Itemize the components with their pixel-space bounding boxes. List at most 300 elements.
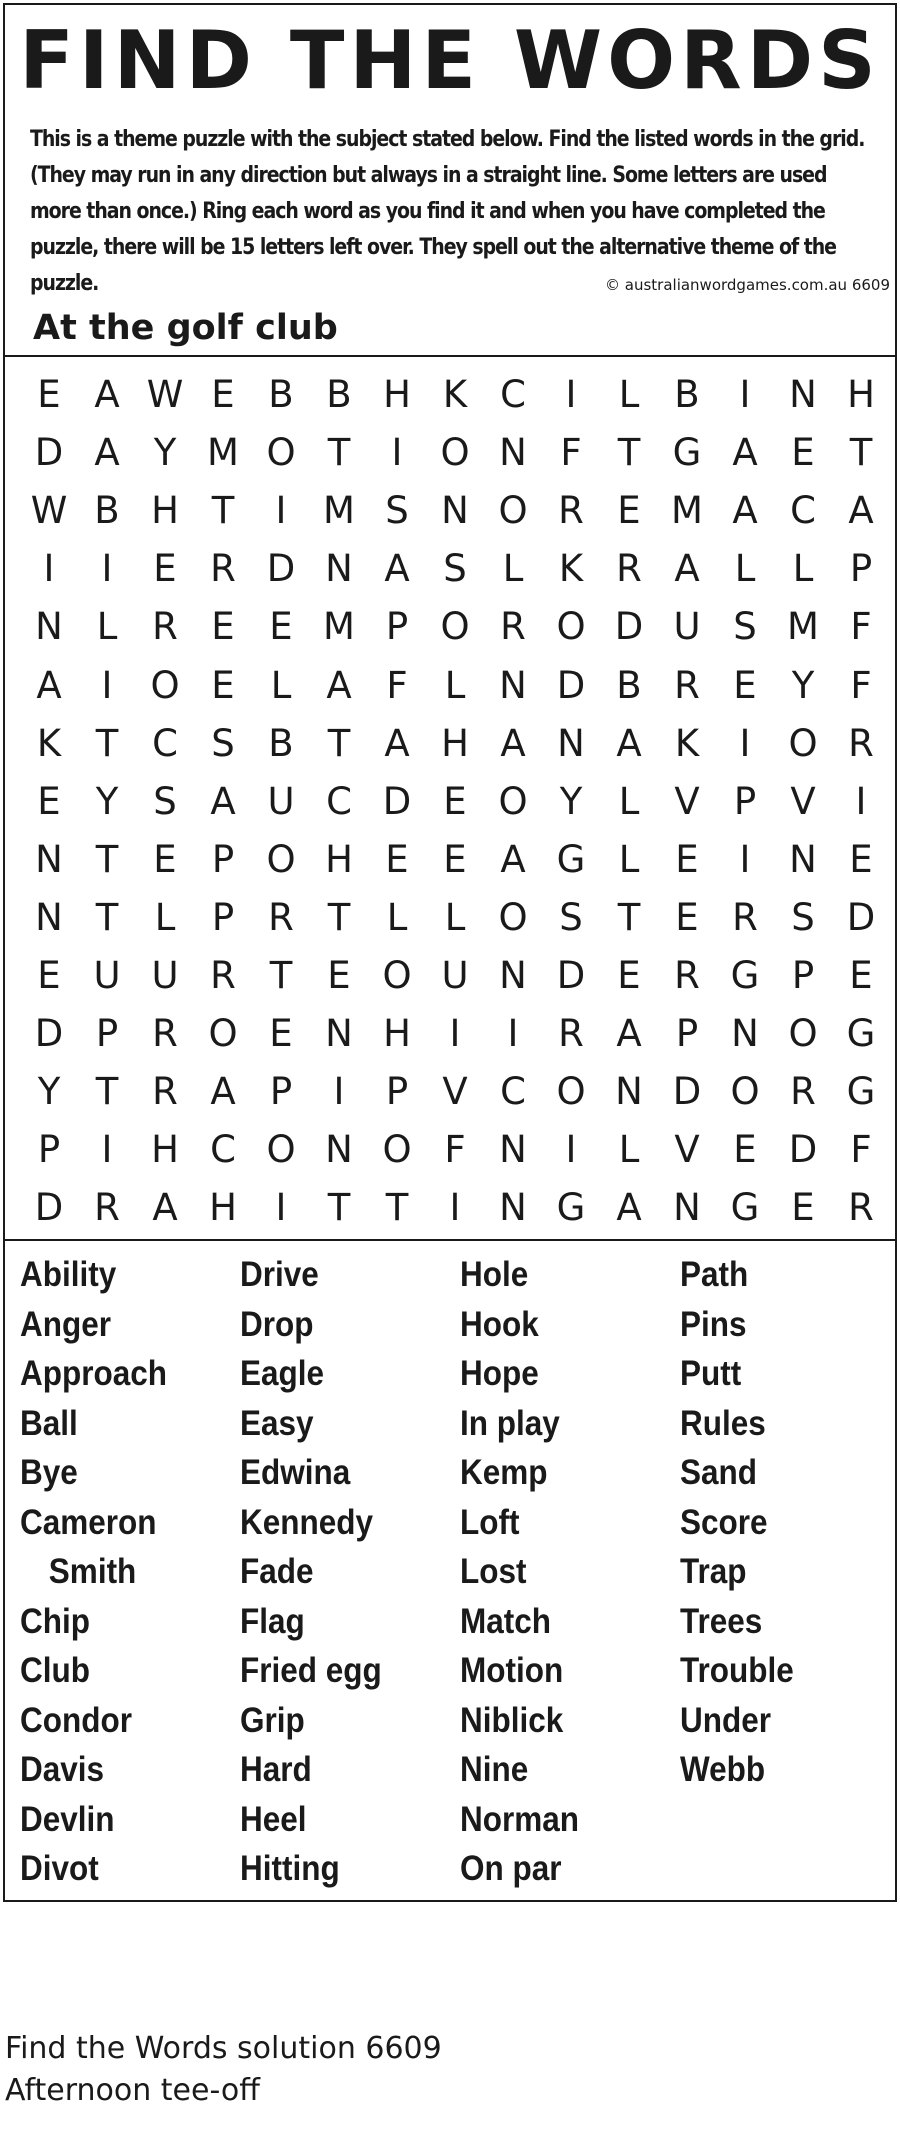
grid-letter[interactable]: L <box>502 547 524 591</box>
grid-letter[interactable]: T <box>95 1070 119 1114</box>
grid-letter[interactable]: G <box>556 837 586 881</box>
grid-letter[interactable]: F <box>850 663 872 707</box>
word-list-item: Condor <box>20 1700 132 1740</box>
grid-letter[interactable]: F <box>850 605 872 649</box>
grid-letter[interactable]: L <box>792 547 814 591</box>
grid-letter[interactable]: P <box>385 605 409 649</box>
grid-letter[interactable]: H <box>209 1186 237 1230</box>
grid-letter[interactable]: C <box>790 489 816 533</box>
grid-letter[interactable]: Y <box>37 1070 61 1114</box>
grid-letter[interactable]: R <box>152 605 178 649</box>
grid-letter[interactable]: N <box>499 431 527 475</box>
word-list-item: Ball <box>20 1403 78 1443</box>
word-list-item: Norman <box>460 1799 580 1839</box>
grid-letter[interactable]: D <box>34 1186 64 1230</box>
word-list-item: Hook <box>460 1304 539 1344</box>
word-list-item: Loft <box>460 1502 520 1542</box>
grid-letter[interactable]: O <box>440 605 470 649</box>
word-list-item: Edwina <box>240 1453 351 1492</box>
grid-letter[interactable]: A <box>36 663 62 707</box>
grid-letter[interactable]: R <box>848 1186 874 1230</box>
solution-label: Find the Words solution 6609 <box>5 2031 442 2066</box>
grid-letter[interactable]: E <box>791 1186 815 1230</box>
grid-letter[interactable]: E <box>675 837 699 881</box>
grid-letter[interactable]: I <box>275 489 287 533</box>
word-list-item: Cameron <box>20 1502 157 1542</box>
grid-letter[interactable]: I <box>333 1070 345 1114</box>
grid-letter[interactable]: Y <box>559 779 583 823</box>
grid-letter[interactable]: E <box>385 837 409 881</box>
grid-top-divider <box>3 355 897 357</box>
word-list-item: Drop <box>240 1304 314 1344</box>
grid-row <box>20 773 890 831</box>
grid-row <box>20 366 890 424</box>
solution-section <box>5 2028 442 2112</box>
word-column <box>240 1250 460 1894</box>
grid-letter[interactable]: A <box>848 489 874 533</box>
word-list-item: Davis <box>20 1750 105 1789</box>
grid-letter[interactable]: E <box>211 605 235 649</box>
grid-letter[interactable]: D <box>34 1012 64 1056</box>
grid-letter[interactable]: H <box>441 721 469 765</box>
puzzle-title: FIND THE WORDS <box>19 14 881 107</box>
grid-letter[interactable]: E <box>269 1012 293 1056</box>
grid-letter[interactable]: O <box>498 779 528 823</box>
grid-letter[interactable]: P <box>37 1128 61 1172</box>
grid-letter[interactable]: G <box>672 431 702 475</box>
grid-letter[interactable]: G <box>730 953 760 997</box>
grid-letter[interactable]: L <box>444 895 466 939</box>
grid-letter[interactable]: T <box>211 489 235 533</box>
grid-row <box>20 1063 890 1121</box>
grid-letter[interactable]: H <box>151 489 179 533</box>
grid-letter[interactable]: N <box>325 1012 353 1056</box>
grid-letter[interactable]: O <box>382 953 412 997</box>
grid-letter[interactable]: I <box>739 837 751 881</box>
grid-letter[interactable]: N <box>731 1012 759 1056</box>
grid-letter[interactable]: R <box>94 1186 120 1230</box>
word-list-item: Drive <box>240 1255 319 1294</box>
grid-letter[interactable]: M <box>207 431 239 475</box>
grid-letter[interactable]: N <box>325 547 353 591</box>
grid-letter[interactable]: P <box>95 1012 119 1056</box>
grid-letter[interactable]: L <box>96 605 118 649</box>
grid-letter[interactable]: N <box>35 895 63 939</box>
word-list-item: Trees <box>680 1601 763 1641</box>
grid-letter[interactable]: I <box>391 431 403 475</box>
grid-letter[interactable]: E <box>269 605 293 649</box>
grid-letter[interactable]: R <box>674 953 700 997</box>
grid-letter[interactable]: R <box>790 1070 816 1114</box>
grid-letter[interactable]: D <box>382 779 412 823</box>
puzzle-theme: At the golf club <box>33 308 338 348</box>
grid-letter[interactable]: E <box>617 489 641 533</box>
word-list-item: Chip <box>20 1601 90 1641</box>
grid-letter[interactable]: E <box>211 373 235 417</box>
grid-letter[interactable]: G <box>556 1186 586 1230</box>
word-list-item: Smith <box>48 1552 137 1591</box>
grid-letter[interactable]: I <box>739 721 751 765</box>
grid-letter[interactable]: B <box>268 373 294 417</box>
grid-letter[interactable]: E <box>849 953 873 997</box>
grid-letter[interactable]: S <box>443 547 467 591</box>
grid-letter[interactable]: I <box>449 1012 461 1056</box>
grid-bottom-divider <box>3 1239 897 1241</box>
grid-letter[interactable]: S <box>791 895 815 939</box>
grid-letter[interactable]: O <box>498 895 528 939</box>
grid-row <box>20 1179 890 1237</box>
grid-letter[interactable]: P <box>385 1070 409 1114</box>
grid-letter[interactable]: H <box>151 1128 179 1172</box>
grid-letter[interactable]: E <box>327 953 351 997</box>
word-column <box>680 1250 890 1894</box>
grid-letter[interactable]: E <box>37 953 61 997</box>
word-list-item: Trouble <box>680 1651 794 1690</box>
grid-letter[interactable]: P <box>849 547 873 591</box>
solution-answer: Afternoon tee-off <box>5 2073 260 2108</box>
word-list-item: Hole <box>460 1255 529 1294</box>
grid-letter[interactable]: E <box>37 779 61 823</box>
word-list-item: Path <box>680 1255 749 1294</box>
grid-letter[interactable]: W <box>146 373 184 417</box>
grid-letter[interactable]: N <box>499 1186 527 1230</box>
grid-letter[interactable]: A <box>500 837 526 881</box>
grid-letter[interactable]: I <box>101 663 113 707</box>
grid-letter[interactable]: L <box>618 837 640 881</box>
grid-row <box>20 1121 890 1179</box>
grid-letter[interactable]: D <box>34 431 64 475</box>
word-list-item: Niblick <box>460 1700 564 1740</box>
grid-letter[interactable]: S <box>559 895 583 939</box>
grid-letter[interactable]: O <box>788 1012 818 1056</box>
grid-letter[interactable]: N <box>499 663 527 707</box>
grid-letter[interactable]: U <box>151 953 179 997</box>
grid-letter[interactable]: N <box>557 721 585 765</box>
grid-letter[interactable]: T <box>617 431 641 475</box>
grid-letter[interactable]: O <box>266 837 296 881</box>
grid-letter[interactable]: A <box>732 431 758 475</box>
grid-letter[interactable]: L <box>444 663 466 707</box>
word-list-item: Flag <box>240 1601 305 1641</box>
grid-letter[interactable]: R <box>210 547 236 591</box>
grid-letter[interactable]: I <box>43 547 55 591</box>
grid-letter[interactable]: R <box>152 1070 178 1114</box>
word-list-item: Anger <box>20 1304 112 1344</box>
grid-letter[interactable]: H <box>383 373 411 417</box>
puzzle-instructions: This is a theme puzzle with the subject stated below. Find the listed words in the grid. (They may run in any direction but always in a straight line. Some letters are used more than once.) Ring each word as you find it and when you have completed the puzzle, there will be 15 letters left over. They spell out the alternative theme of the puzzle. <box>30 127 865 296</box>
grid-letter[interactable]: A <box>732 489 758 533</box>
grid-letter[interactable]: N <box>499 953 527 997</box>
word-list-item: Hope <box>460 1354 539 1393</box>
grid-letter[interactable]: O <box>440 431 470 475</box>
grid-letter[interactable]: H <box>325 837 353 881</box>
grid-letter[interactable]: N <box>499 1128 527 1172</box>
grid-letter[interactable]: R <box>674 663 700 707</box>
grid-letter[interactable]: E <box>153 547 177 591</box>
grid-letter[interactable]: R <box>732 895 758 939</box>
grid-letter[interactable]: T <box>385 1186 409 1230</box>
grid-letter[interactable]: O <box>150 663 180 707</box>
grid-letter[interactable]: P <box>211 837 235 881</box>
grid-letter[interactable]: D <box>846 895 876 939</box>
grid-row <box>20 831 890 889</box>
grid-letter[interactable]: T <box>327 431 351 475</box>
grid-letter[interactable]: N <box>35 837 63 881</box>
grid-letter[interactable]: O <box>208 1012 238 1056</box>
grid-letter[interactable]: T <box>269 953 293 997</box>
grid-letter[interactable]: A <box>152 1186 178 1230</box>
word-list-item: Trap <box>680 1552 747 1591</box>
grid-letter[interactable]: U <box>93 953 121 997</box>
grid-letter[interactable]: O <box>266 1128 296 1172</box>
grid-letter[interactable]: Y <box>153 431 177 475</box>
grid-row <box>20 656 890 714</box>
grid-letter[interactable]: T <box>849 431 873 475</box>
grid-letter[interactable]: I <box>449 1186 461 1230</box>
grid-letter[interactable]: B <box>674 373 700 417</box>
grid-letter[interactable]: K <box>442 373 468 417</box>
grid-letter[interactable]: O <box>556 1070 586 1114</box>
grid-letter[interactable]: L <box>618 1128 640 1172</box>
grid-letter[interactable]: N <box>673 1186 701 1230</box>
grid-letter[interactable]: E <box>733 1128 757 1172</box>
grid-letter[interactable]: N <box>615 1070 643 1114</box>
grid-letter[interactable]: T <box>95 895 119 939</box>
word-list-item: Kemp <box>460 1453 548 1492</box>
grid-letter[interactable]: N <box>789 373 817 417</box>
grid-letter[interactable]: B <box>94 489 120 533</box>
grid-letter[interactable]: O <box>382 1128 412 1172</box>
grid-letter[interactable]: F <box>560 431 582 475</box>
word-list-item: Score <box>680 1502 768 1542</box>
grid-letter[interactable]: R <box>152 1012 178 1056</box>
grid-letter[interactable]: S <box>733 605 757 649</box>
word-list-item: Sand <box>680 1453 758 1492</box>
grid-letter[interactable]: D <box>556 663 586 707</box>
grid-letter[interactable]: B <box>326 373 352 417</box>
grid-row <box>20 424 890 482</box>
grid-letter[interactable]: L <box>618 779 640 823</box>
word-list-item: Motion <box>460 1651 564 1690</box>
grid-letter[interactable]: B <box>268 721 294 765</box>
grid-letter[interactable]: M <box>787 605 819 649</box>
grid-letter[interactable]: A <box>210 779 236 823</box>
word-list-item: In play <box>460 1403 560 1443</box>
grid-letter[interactable]: T <box>617 895 641 939</box>
grid-letter[interactable]: R <box>848 721 874 765</box>
grid-letter[interactable]: C <box>500 1070 526 1114</box>
word-list-item: Rules <box>680 1403 766 1443</box>
grid-letter[interactable]: A <box>326 663 352 707</box>
word-list-item: Eagle <box>240 1354 325 1393</box>
grid-letter[interactable]: K <box>558 547 584 591</box>
grid-letter[interactable]: A <box>616 721 642 765</box>
word-list-item: Fried egg <box>240 1651 382 1690</box>
word-list-item: Webb <box>680 1750 766 1789</box>
grid-letter[interactable]: U <box>267 779 295 823</box>
grid-letter[interactable]: I <box>275 1186 287 1230</box>
grid-letter[interactable]: H <box>383 1012 411 1056</box>
word-column <box>20 1250 240 1894</box>
grid-letter[interactable]: V <box>790 779 816 823</box>
grid-letter[interactable]: A <box>210 1070 236 1114</box>
word-list-item: Pins <box>680 1304 747 1344</box>
grid-letter[interactable]: M <box>671 489 703 533</box>
grid-letter[interactable]: I <box>101 1128 113 1172</box>
grid-letter[interactable]: V <box>674 779 700 823</box>
grid-letter[interactable]: C <box>152 721 178 765</box>
word-list-item: Grip <box>240 1700 305 1740</box>
grid-letter[interactable]: P <box>269 1070 293 1114</box>
grid-letter[interactable]: I <box>739 373 751 417</box>
grid-row <box>20 482 890 540</box>
grid-letter[interactable]: O <box>266 431 296 475</box>
grid-letter[interactable]: V <box>442 1070 468 1114</box>
grid-letter[interactable]: T <box>327 1186 351 1230</box>
word-list-item: Putt <box>680 1354 742 1393</box>
grid-row <box>20 715 890 773</box>
grid-letter[interactable]: E <box>211 663 235 707</box>
grid-letter[interactable]: R <box>210 953 236 997</box>
word-list-item: Under <box>680 1700 772 1740</box>
grid-letter[interactable]: L <box>270 663 292 707</box>
grid-letter[interactable]: E <box>849 837 873 881</box>
grid-letter[interactable]: O <box>498 489 528 533</box>
grid-letter[interactable]: I <box>101 547 113 591</box>
grid-letter[interactable]: I <box>507 1012 519 1056</box>
grid-letter[interactable]: N <box>789 837 817 881</box>
grid-letter[interactable]: D <box>788 1128 818 1172</box>
word-column <box>460 1250 680 1894</box>
grid-letter[interactable]: R <box>268 895 294 939</box>
word-list-item: Fade <box>240 1552 314 1591</box>
grid-letter[interactable]: E <box>153 837 177 881</box>
grid-letter[interactable]: T <box>95 721 119 765</box>
grid-letter[interactable]: L <box>386 895 408 939</box>
grid-letter[interactable]: I <box>855 779 867 823</box>
grid-letter[interactable]: O <box>730 1070 760 1114</box>
grid-letter[interactable]: A <box>384 547 410 591</box>
grid-letter[interactable]: S <box>211 721 235 765</box>
grid-letter[interactable]: P <box>733 779 757 823</box>
grid-letter[interactable]: T <box>95 837 119 881</box>
grid-row <box>20 540 890 598</box>
grid-letter[interactable]: A <box>94 373 120 417</box>
grid-letter[interactable]: A <box>384 721 410 765</box>
grid-letter[interactable]: G <box>730 1186 760 1230</box>
word-list-item: Bye <box>20 1453 78 1492</box>
grid-letter[interactable]: F <box>386 663 408 707</box>
grid-letter[interactable]: O <box>788 721 818 765</box>
grid-letter[interactable]: L <box>734 547 756 591</box>
grid-letter[interactable]: M <box>323 605 355 649</box>
puzzle-credit: © australianwordgames.com.au 6609 <box>605 276 891 294</box>
grid-letter[interactable]: L <box>618 373 640 417</box>
grid-letter[interactable]: E <box>37 373 61 417</box>
grid-letter[interactable]: T <box>327 721 351 765</box>
grid-letter[interactable]: Y <box>791 663 815 707</box>
word-list-item: Devlin <box>20 1799 115 1839</box>
word-list-item: On par <box>460 1849 562 1888</box>
word-list-item: Ability <box>20 1255 117 1294</box>
word-list-item: Heel <box>240 1799 307 1839</box>
grid-letter[interactable]: K <box>36 721 62 765</box>
grid-letter[interactable]: E <box>733 663 757 707</box>
grid-letter[interactable]: Y <box>95 779 119 823</box>
grid-letter[interactable]: D <box>672 1070 702 1114</box>
grid-letter[interactable]: L <box>154 895 176 939</box>
grid-letter[interactable]: A <box>616 1186 642 1230</box>
grid-letter[interactable]: C <box>326 779 352 823</box>
word-list-item: Nine <box>460 1750 529 1789</box>
word-list-item: Hitting <box>240 1849 340 1888</box>
grid-letter[interactable]: D <box>614 605 644 649</box>
grid-letter[interactable]: G <box>846 1070 876 1114</box>
word-list-item: Approach <box>20 1354 168 1393</box>
grid-letter[interactable]: S <box>385 489 409 533</box>
grid-letter[interactable]: E <box>617 953 641 997</box>
grid-letter[interactable]: O <box>556 605 586 649</box>
grid-letter[interactable]: P <box>675 1012 699 1056</box>
letter-grid <box>20 366 890 1237</box>
word-list-item: Kennedy <box>240 1502 374 1542</box>
grid-letter[interactable]: E <box>443 779 467 823</box>
word-list-item: Match <box>460 1601 552 1641</box>
grid-letter[interactable]: B <box>616 663 642 707</box>
grid-letter[interactable]: E <box>791 431 815 475</box>
grid-letter[interactable]: F <box>850 1128 872 1172</box>
grid-row <box>20 1005 890 1063</box>
grid-letter[interactable]: F <box>444 1128 466 1172</box>
grid-letter[interactable]: I <box>565 373 577 417</box>
grid-row <box>20 889 890 947</box>
grid-letter[interactable]: C <box>210 1128 236 1172</box>
grid-letter[interactable]: P <box>791 953 815 997</box>
grid-letter[interactable]: K <box>674 721 700 765</box>
grid-letter[interactable]: R <box>616 547 642 591</box>
grid-letter[interactable]: N <box>441 489 469 533</box>
grid-letter[interactable]: D <box>266 547 296 591</box>
word-list-item: Easy <box>240 1403 314 1443</box>
grid-letter[interactable]: N <box>35 605 63 649</box>
grid-letter[interactable]: V <box>674 1128 700 1172</box>
grid-letter[interactable]: W <box>30 489 68 533</box>
grid-letter[interactable]: A <box>94 431 120 475</box>
grid-letter[interactable]: U <box>673 605 701 649</box>
word-list-item: Lost <box>460 1552 527 1591</box>
grid-letter[interactable]: E <box>675 895 699 939</box>
grid-letter[interactable]: P <box>211 895 235 939</box>
grid-letter[interactable]: D <box>556 953 586 997</box>
grid-letter[interactable]: T <box>327 895 351 939</box>
grid-letter[interactable]: N <box>325 1128 353 1172</box>
grid-letter[interactable]: S <box>153 779 177 823</box>
grid-letter[interactable]: R <box>558 489 584 533</box>
grid-letter[interactable]: E <box>443 837 467 881</box>
grid-row <box>20 947 890 1005</box>
grid-letter[interactable]: A <box>616 1012 642 1056</box>
grid-letter[interactable]: G <box>846 1012 876 1056</box>
grid-letter[interactable]: A <box>674 547 700 591</box>
grid-letter[interactable]: R <box>500 605 526 649</box>
grid-letter[interactable]: I <box>565 1128 577 1172</box>
grid-letter[interactable]: H <box>847 373 875 417</box>
grid-letter[interactable]: M <box>323 489 355 533</box>
grid-letter[interactable]: U <box>441 953 469 997</box>
grid-letter[interactable]: C <box>500 373 526 417</box>
grid-letter[interactable]: A <box>500 721 526 765</box>
grid-letter[interactable]: R <box>558 1012 584 1056</box>
